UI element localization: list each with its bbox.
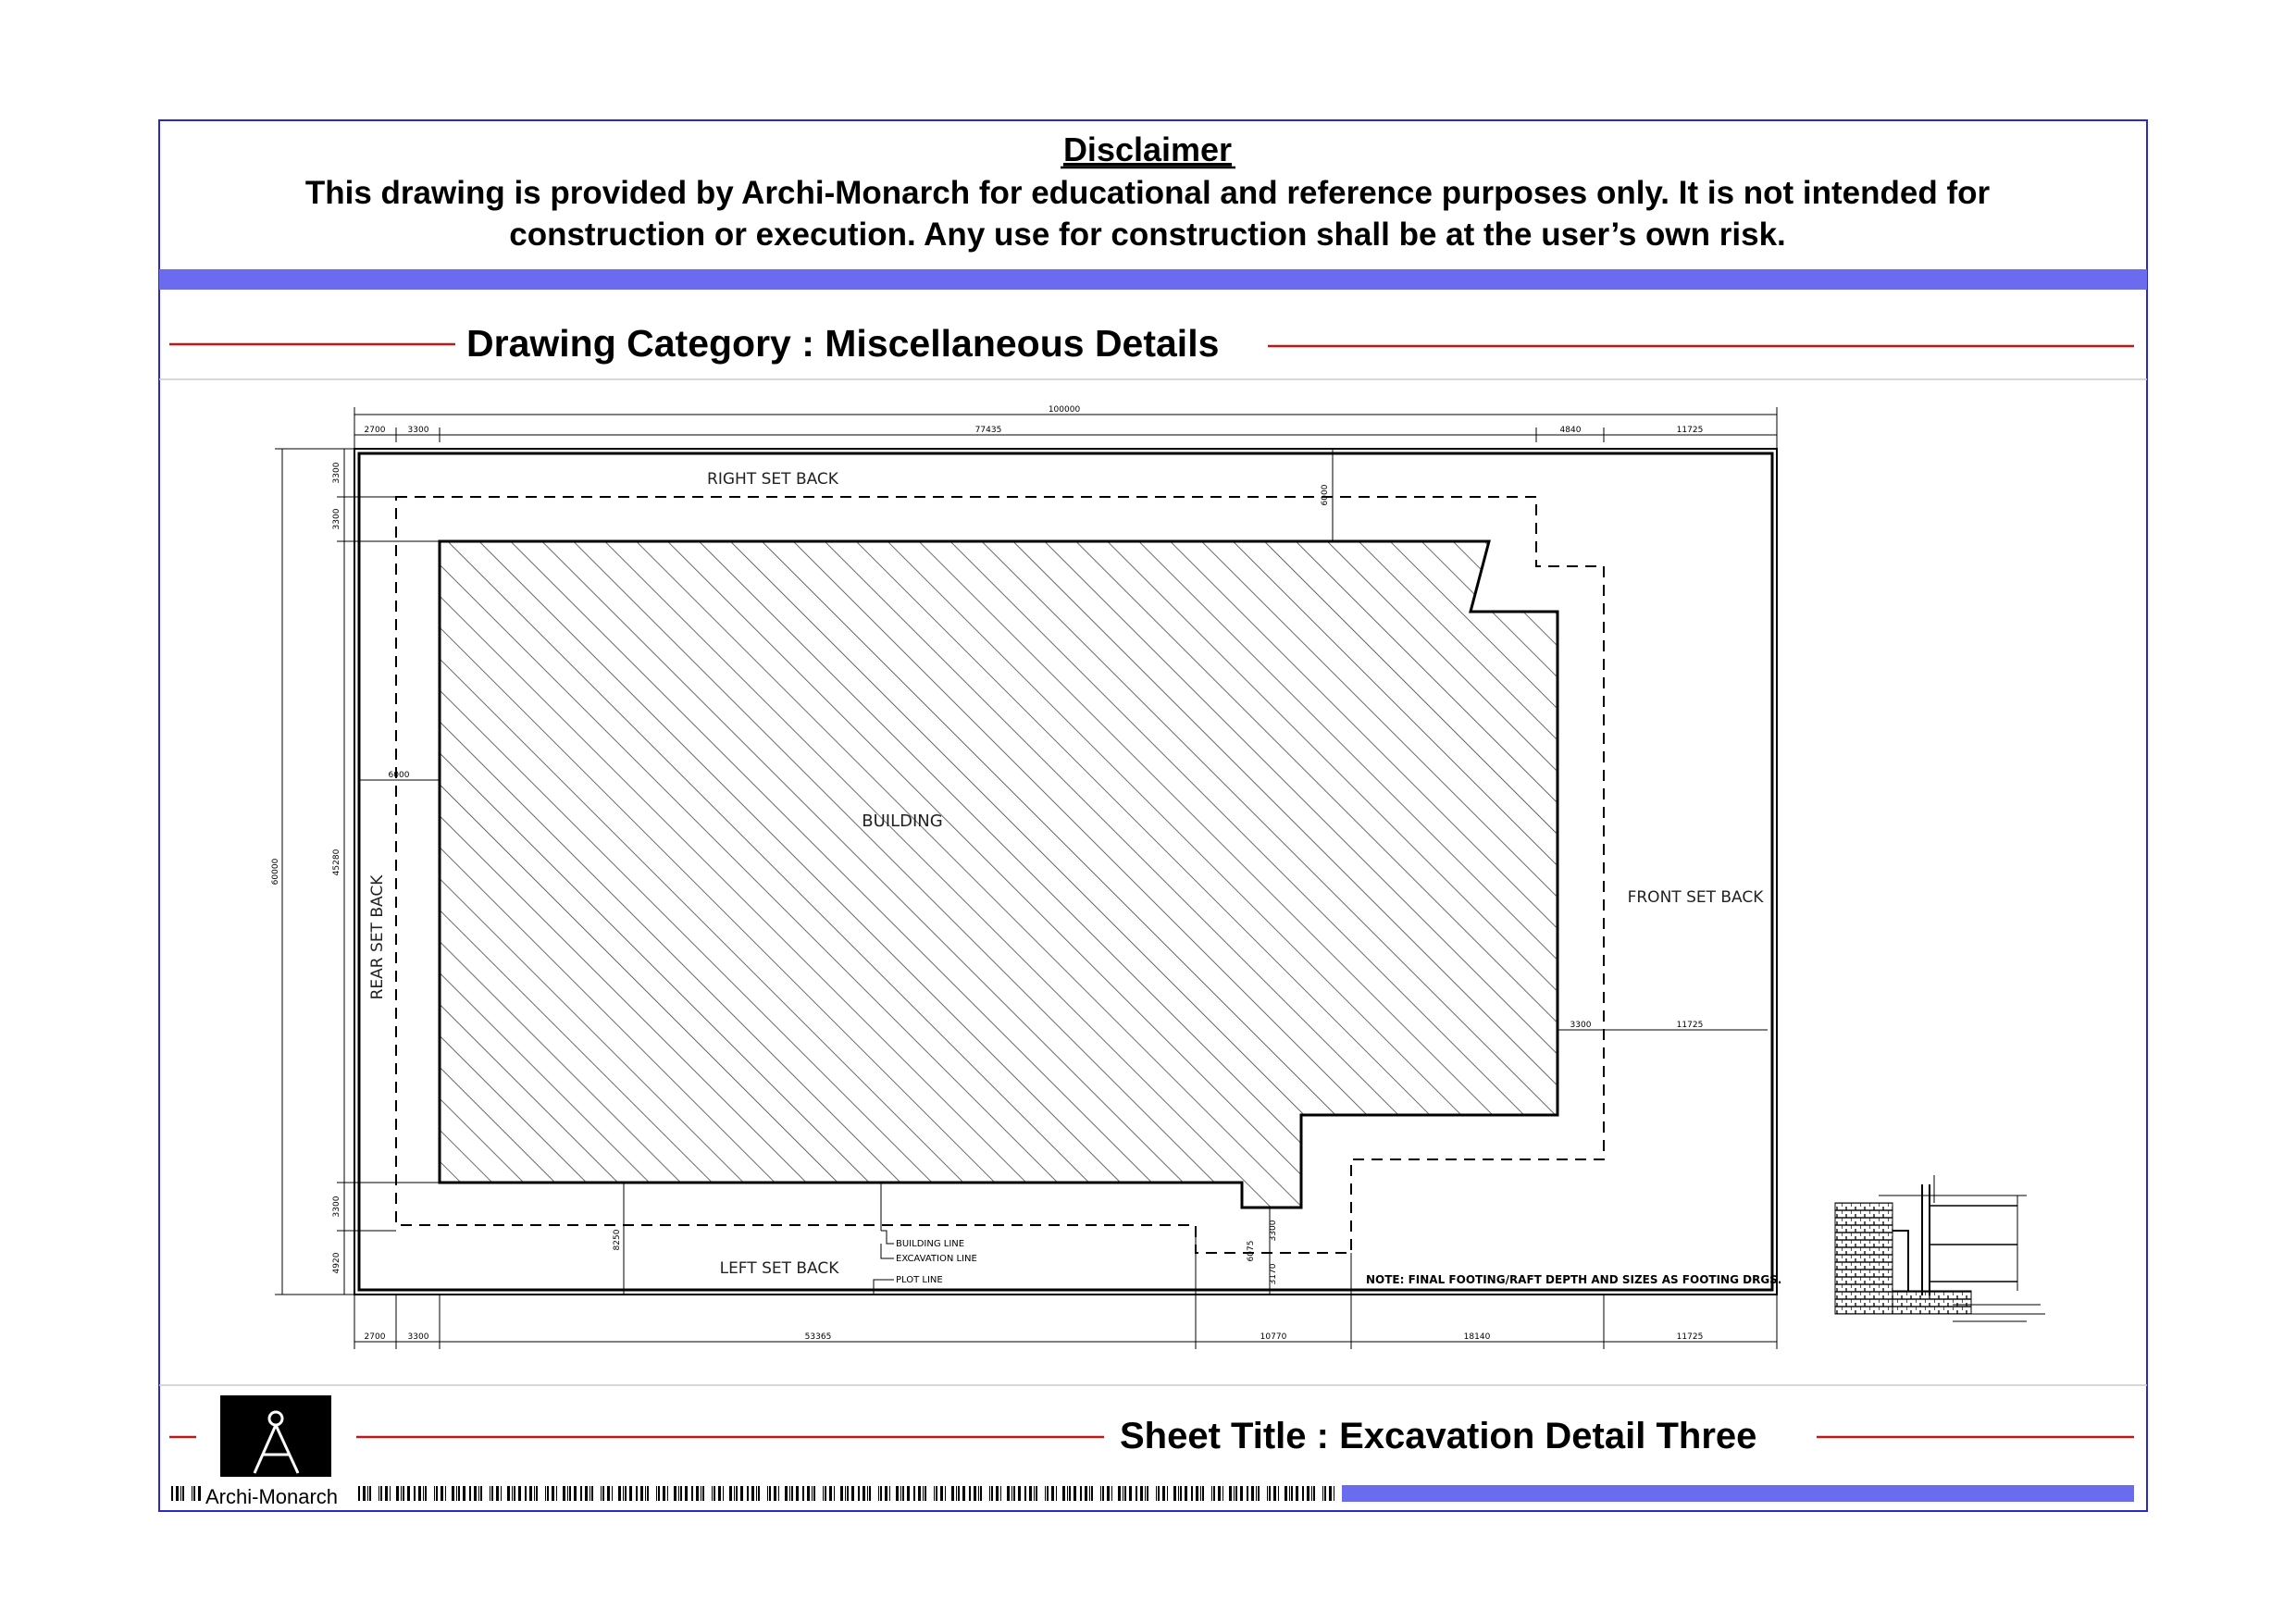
barcode-strip	[171, 1486, 1334, 1501]
footing-note: NOTE: FINAL FOOTING/RAFT DEPTH AND SIZES AS FOOTING DRGS.	[1366, 1273, 1782, 1286]
label-left-setback: LEFT SET BACK	[719, 1259, 839, 1278]
dim-left-5: 4920	[332, 1252, 341, 1274]
dim-bottom-3: 53365	[804, 1332, 832, 1342]
disclaimer-line-1: This drawing is provided by Archi-Monarch for educational and reference purposes only. It is not intended for	[304, 175, 1991, 211]
sheet-title: Sheet Title : Excavation Detail Three	[1120, 1416, 1757, 1456]
disclaimer-heading: Disclaimer	[1062, 130, 1233, 168]
excavation-profile	[1893, 1231, 1908, 1291]
legend-plot-line: PLOT LINE	[896, 1275, 943, 1285]
brand-logo	[220, 1395, 331, 1477]
legend-excavation-line: EXCAVATION LINE	[896, 1254, 977, 1264]
dim-inner-6000-left: 6000	[388, 771, 410, 780]
soil-hatch-base	[1893, 1291, 1971, 1314]
label-rear-setback: REAR SET BACK	[368, 874, 387, 1000]
legend-leader	[881, 1231, 894, 1244]
dim-top-3: 77435	[974, 426, 1002, 435]
dim-inner-3170: 3170	[1269, 1263, 1278, 1285]
label-right-setback: RIGHT SET BACK	[707, 470, 838, 489]
dim-inner-6075: 6075	[1247, 1240, 1256, 1262]
soil-hatch	[1835, 1203, 1893, 1314]
label-front-setback: FRONT SET BACK	[1627, 888, 1764, 907]
dim-bottom-4: 10770	[1260, 1332, 1287, 1342]
dim-left-1: 3300	[332, 462, 341, 484]
legend-leader	[874, 1280, 894, 1295]
dim-ticks-left	[275, 449, 440, 1295]
dim-inner-8250: 8250	[613, 1229, 622, 1251]
dim-inner-3300-b: 3300	[1269, 1220, 1278, 1242]
logo-background	[220, 1395, 331, 1477]
dim-top-4: 4840	[1559, 426, 1582, 435]
dim-bottom-2: 3300	[407, 1332, 429, 1342]
drawing-category: Drawing Category : Miscellaneous Details	[466, 322, 1220, 365]
dim-top-5: 11725	[1676, 426, 1704, 435]
legend-building-line: BUILDING LINE	[896, 1239, 965, 1249]
dim-left-3: 45280	[332, 849, 341, 876]
dim-inner-6000-top: 6000	[1321, 484, 1330, 506]
building-footprint	[440, 541, 1558, 1208]
section-detail	[1835, 1175, 2045, 1321]
dim-bottom-1: 2700	[364, 1332, 386, 1342]
site-plan	[271, 405, 1781, 1349]
dim-top-1: 2700	[364, 426, 386, 435]
dim-inner-3300-right: 3300	[1570, 1021, 1592, 1030]
dim-top-2: 3300	[407, 426, 429, 435]
brand-name: Archi-Monarch	[205, 1485, 339, 1508]
footer-band	[1342, 1485, 2134, 1502]
dim-ticks-bottom	[354, 1295, 1777, 1349]
dim-bottom-5: 18140	[1463, 1332, 1491, 1342]
dim-left-overall: 60000	[271, 858, 280, 886]
dim-left-2: 3300	[332, 508, 341, 530]
header-band	[159, 269, 2147, 290]
legend-leader	[881, 1244, 894, 1258]
dim-top-overall: 100000	[1048, 405, 1081, 415]
disclaimer-line-2: construction or execution. Any use for construction shall be at the user’s own risk.	[509, 217, 1786, 253]
label-building: BUILDING	[862, 812, 943, 831]
dim-bottom-6: 11725	[1676, 1332, 1704, 1342]
dim-inner-11725-right: 11725	[1676, 1021, 1704, 1030]
dim-left-4: 3300	[332, 1196, 341, 1218]
